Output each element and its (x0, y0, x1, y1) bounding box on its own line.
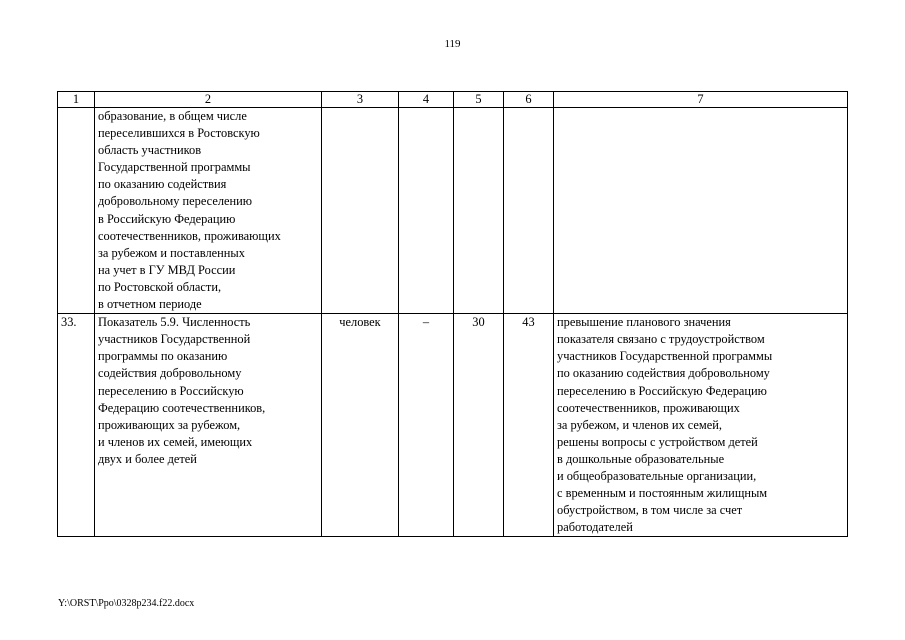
note-line: обустройством, в том числе за счет (557, 503, 743, 518)
indicator-line: и членов их семей, имеющих (98, 434, 253, 449)
value-cell (504, 108, 554, 314)
note-line: с временным и постоянным жилищным (557, 486, 768, 501)
note-line: и общеобразовательные организации, (557, 468, 757, 483)
unit-cell (322, 108, 399, 314)
indicator-cell (95, 108, 322, 314)
column-header: 5 (454, 92, 504, 108)
note-line: соотечественников, проживающих (557, 400, 740, 415)
row-number-cell (58, 108, 95, 314)
value-cell (399, 108, 454, 314)
note-cell (554, 108, 848, 314)
indicator-line: по Ростовской области, (98, 279, 222, 294)
column-header: 1 (58, 92, 95, 108)
note-line: превышение планового значения (557, 315, 731, 330)
indicator-line: образование, в общем числе (98, 109, 247, 123)
note-line: решены вопросы с устройством детей (557, 434, 758, 449)
indicator-line: двух и более детей (98, 451, 197, 466)
column-header: 2 (95, 92, 322, 108)
value-cell (454, 108, 504, 314)
row-number-cell: 33. (58, 314, 95, 537)
indicator-line: на учет в ГУ МВД России (98, 262, 236, 277)
indicator-line: участников Государственной (98, 332, 251, 347)
indicator-line: в Российскую Федерацию (98, 211, 236, 226)
document-file-path: Y:\ORST\Ppo\0328p234.f22.docx (58, 598, 195, 609)
value-cell: – (399, 314, 454, 537)
note-line: по оказанию содействия добровольному (557, 366, 770, 381)
indicator-line: переселившихся в Ростовскую (98, 126, 260, 141)
indicator-line: проживающих за рубежом, (98, 417, 241, 432)
column-header: 4 (399, 92, 454, 108)
indicator-line: программы по оказанию (98, 349, 228, 364)
indicator-line: в отчетном периоде (98, 297, 202, 312)
page-number: 119 (444, 38, 461, 50)
indicator-line: соотечественников, проживающих (98, 228, 281, 243)
column-header: 7 (554, 92, 848, 108)
value-cell: 43 (504, 314, 554, 537)
indicator-line: Показатель 5.9. Численность (98, 315, 251, 330)
table-row (58, 314, 848, 537)
value-cell: 30 (454, 314, 504, 537)
note-line: переселению в Российскую Федерацию (557, 383, 767, 398)
indicator-line: за рубежом и поставленных (98, 245, 245, 260)
note-line: работодателей (557, 520, 633, 535)
indicator-line: содействия добровольному (98, 366, 242, 381)
note-cell (554, 314, 848, 537)
indicator-line: переселению в Российскую (98, 383, 244, 398)
table-header-row (58, 92, 848, 108)
indicator-cell (95, 314, 322, 537)
column-header: 3 (322, 92, 399, 108)
indicator-line: Федерацию соотечественников, (98, 400, 266, 415)
column-header: 6 (504, 92, 554, 108)
note-line: в дошкольные образовательные (557, 451, 725, 466)
indicator-line: добровольному переселению (98, 194, 253, 209)
indicators-table (57, 91, 848, 537)
note-line: показателя связано с трудоустройством (557, 332, 765, 347)
note-line: участников Государственной программы (557, 349, 773, 364)
indicator-line: Государственной программы (98, 160, 251, 175)
table-row (58, 108, 848, 314)
indicator-line: область участников (98, 143, 202, 158)
unit-cell: человек (322, 314, 399, 537)
indicator-line: по оказанию содействия (98, 177, 227, 192)
note-line: за рубежом, и членов их семей, (557, 417, 723, 432)
